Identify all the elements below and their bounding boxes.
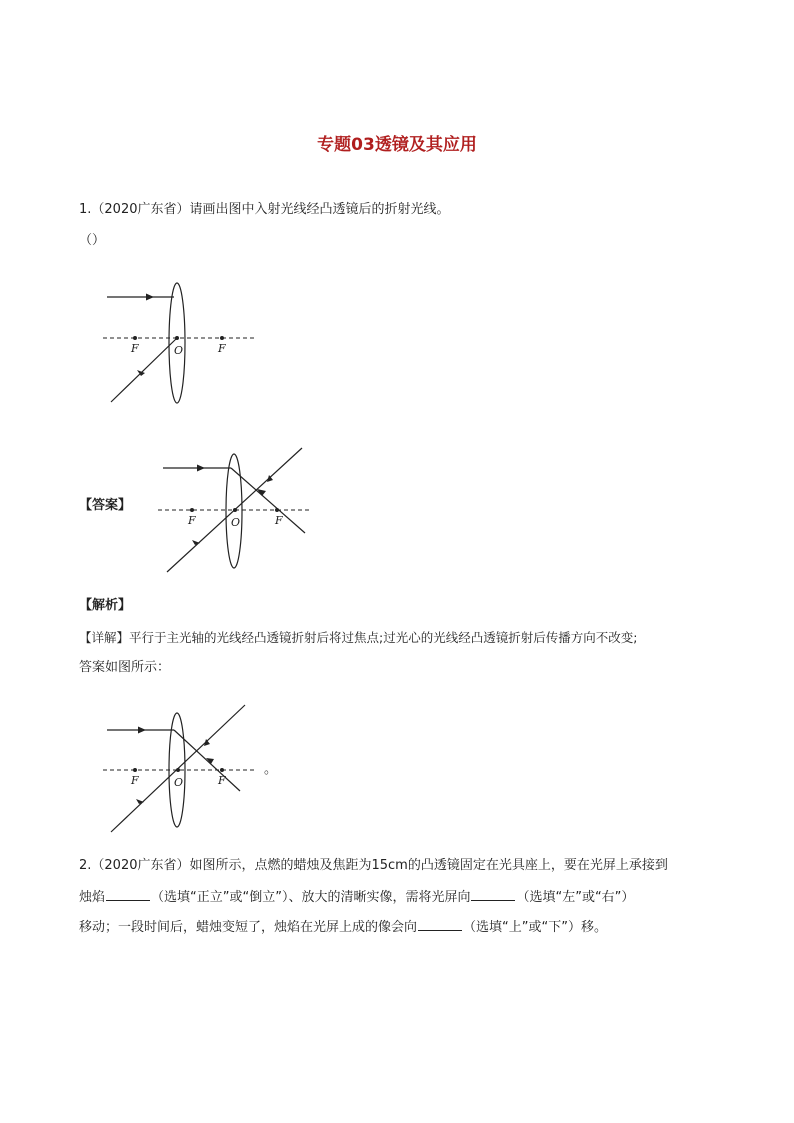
optical-center-point [233, 508, 237, 512]
detail-line-1: 【详解】平行于主光轴的光线经凸透镜折射后将过焦点;过光心的光线经凸透镜折射后传播方向不改变; [79, 630, 638, 645]
focus-point-right [275, 508, 279, 512]
answer-label: 【答案】 [79, 498, 132, 513]
label-focus-left: F [188, 514, 196, 527]
label-focus-right: F [218, 342, 226, 355]
focus-point-left [133, 336, 137, 340]
label-center: O [174, 344, 184, 357]
answer-blank-1[interactable] [106, 888, 150, 901]
arrow-icon [197, 465, 205, 472]
focus-point-left [190, 508, 194, 512]
arrow-icon [138, 727, 146, 734]
q1-stem: 1.（2020广东省）请画出图中入射光线经凸透镜后的折射光线。 [79, 202, 450, 217]
focus-point-left [133, 768, 137, 772]
q2-line-3-part-a: 移动；一段时间后，蜡烛变短了，烛焰在光屏上成的像会向 [79, 920, 418, 935]
focus-point-right [220, 336, 224, 340]
answer-blank-3[interactable] [418, 918, 462, 931]
optical-center-point [176, 768, 180, 772]
label-focus-left: F [131, 774, 139, 787]
arrow-icon [146, 294, 154, 301]
label-focus-right: F [218, 774, 226, 787]
q1-analysis-diagram [100, 705, 270, 835]
q2-line-2-part-a: 烛焰 [79, 890, 106, 905]
label-focus-right: F [275, 514, 283, 527]
refracted-ray-through-focus [174, 730, 240, 791]
q2-line-3 [79, 918, 607, 936]
q1-answer-diagram [155, 448, 325, 578]
optical-center-point [175, 336, 179, 340]
label-center: O [174, 776, 184, 789]
q2-line-2 [79, 888, 634, 906]
answer-blank-2[interactable] [471, 888, 515, 901]
label-center: O [231, 516, 241, 529]
q1-paren: （） [79, 233, 106, 248]
label-focus-left: F [131, 342, 139, 355]
q2-line-1: 2.（2020广东省）如图所示，点燃的蜡烛及焦距为15cm的凸透镜固定在光具座上，要在光屏上承接到 [79, 858, 668, 873]
q1-question-diagram [100, 280, 270, 410]
page-title: 专题03透镜及其应用 [317, 135, 477, 155]
analysis-label: 【解析】 [79, 598, 132, 613]
detail-line-2: 答案如图所示： [79, 660, 171, 675]
q2-line-2-part-b: （选填“正立”或“倒立”）、放大的清晰实像，需将光屏向 [151, 890, 471, 905]
center-incident-ray [111, 338, 177, 402]
focus-point-right [220, 768, 224, 772]
q2-line-3-part-b: （选填“上”或“下”）移。 [463, 920, 607, 935]
analysis-trailing-mark: 。 [264, 762, 278, 777]
q2-line-2-part-c: （选填“左”或“右”） [516, 890, 635, 905]
